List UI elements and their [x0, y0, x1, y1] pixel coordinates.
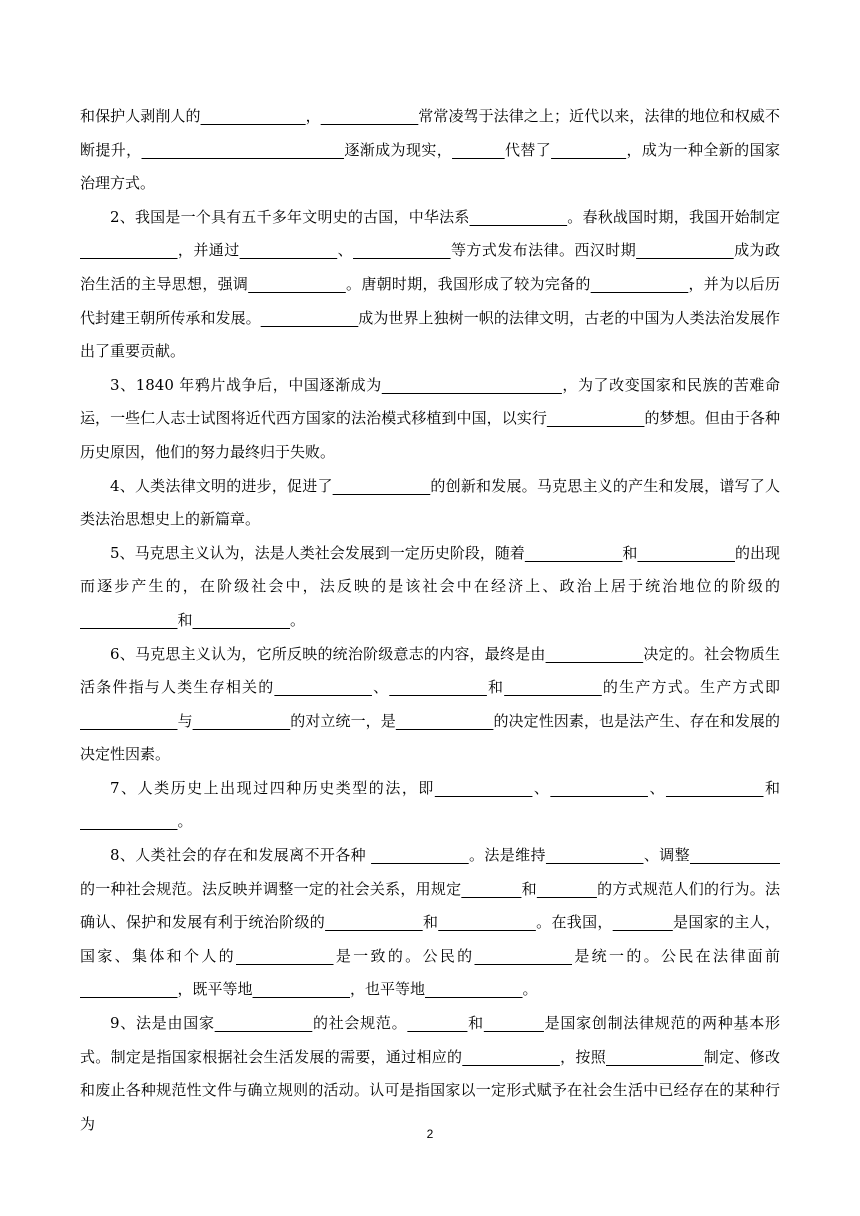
answer-blank[interactable]: _____________	[550, 778, 648, 797]
answer-blank[interactable]: ________	[461, 879, 522, 898]
question-text: 2、我国是一个具有五千多年文明史的古国，中华法系	[110, 207, 470, 226]
question-text: 成为世界上独树一帜的法律文明，古老的中国为人类法治发展作出了重要贡献。	[80, 308, 780, 361]
answer-blank[interactable]: _____________	[260, 308, 359, 327]
answer-blank[interactable]: _____________	[438, 913, 536, 932]
answer-blank[interactable]: _____________	[353, 241, 451, 260]
answer-blank[interactable]: _____________	[474, 946, 572, 965]
question-text: 的创新和发展。马克思主义的产生和发展，谱写了人类法治思想史上的新篇章。	[80, 476, 780, 529]
para-6	[80, 638, 780, 772]
question-text: 的出现而逐步产生的，在阶级社会中，法反映的是该社会中在经济上、政治上居于统治地位的阶级的	[80, 543, 780, 596]
question-text: 的社会规范。	[312, 1014, 408, 1033]
answer-blank[interactable]: _____________	[252, 980, 351, 999]
question-text: 。法是维持	[468, 846, 546, 865]
question-text: 。	[522, 980, 538, 999]
answer-blank[interactable]: ________	[536, 879, 597, 898]
question-text: 是国家的主人，国家、集体和个人的	[80, 913, 780, 965]
question-text: 的生产方式。生产方式即	[601, 678, 780, 697]
question-text: ，并通过	[177, 241, 240, 260]
question-text: 。春秋战国时期，我国开始制定	[567, 207, 780, 226]
document-body	[80, 100, 780, 1141]
question-text: 7、人类历史上出现过四种历史类型的法，即	[110, 778, 435, 797]
question-text: 、	[647, 778, 666, 797]
answer-blank[interactable]: _____________	[462, 1047, 560, 1066]
answer-blank[interactable]: _______	[452, 140, 505, 159]
answer-blank[interactable]: _____________	[80, 711, 178, 730]
answer-blank[interactable]: _____________	[606, 1047, 704, 1066]
answer-blank[interactable]: _____________	[546, 409, 645, 428]
question-text: 、调整	[643, 846, 690, 865]
question-text: 的一种社会规范。法反映并调整一定的社会关系，用规定	[80, 879, 462, 898]
answer-blank[interactable]: _____________	[545, 644, 644, 663]
question-text: 和	[486, 678, 505, 697]
question-text: 和	[422, 913, 439, 932]
question-text: 逐渐成为现实，	[344, 140, 453, 159]
question-text: 的方式规范人们的行为。法确认、保护和发展有利于统治阶级的	[80, 879, 780, 932]
question-text: 制定、修改和废止各种规范性文件与确立规则的活动。认可是指国家以一定形式赋予在社会生活中已经存在的某种行为	[80, 1047, 780, 1133]
question-text: 等方式发布法律。西汉时期	[450, 241, 637, 260]
answer-blank[interactable]: _____________	[637, 543, 735, 562]
question-text: 和	[521, 879, 537, 898]
answer-blank[interactable]: _____________	[389, 678, 487, 697]
answer-blank[interactable]: ______________	[200, 107, 306, 125]
answer-blank[interactable]: ________	[483, 1014, 544, 1033]
answer-blank[interactable]: _____________	[636, 241, 734, 260]
answer-blank[interactable]: ________	[612, 913, 673, 932]
para-8	[80, 839, 780, 1007]
question-text: 8、人类社会的存在和发展离不开各种	[110, 846, 372, 865]
para-continuation	[80, 100, 780, 201]
answer-blank[interactable]: _____________	[434, 778, 533, 797]
answer-blank[interactable]: _____________	[80, 610, 178, 629]
answer-blank[interactable]: _____________	[239, 241, 338, 260]
question-text: ，为了改变国家和民族的苦难命运，一些仁人志士试图将近代西方国家的法治模式移植到中国，以实行	[80, 375, 780, 428]
answer-blank[interactable]: _____________	[371, 846, 469, 865]
question-text: 6、马克思主义认为，它所反映的统治阶级意志的内容，最终是由	[110, 644, 546, 663]
question-text: 成为政治生活的主导思想，强调	[80, 241, 780, 293]
question-text: 、	[371, 678, 390, 697]
question-text: 的决定性因素，也是法产生、存在和发展的决定性因素。	[80, 711, 780, 764]
answer-blank[interactable]: _____________	[545, 846, 644, 865]
page-number: 2	[426, 1127, 434, 1141]
answer-blank[interactable]: _____________	[320, 107, 419, 125]
question-text: 是国家创制法律规范的两种基本形式。制定是指国家根据社会生活发展的需要，通过相应的	[80, 1014, 780, 1066]
answer-blank[interactable]: __________	[551, 140, 627, 159]
question-text: ，既平等地	[177, 980, 253, 999]
answer-blank[interactable]: _____________	[469, 207, 568, 226]
question-text: 与	[177, 711, 193, 730]
question-text: 是统一的。公民在法律面前	[572, 946, 780, 965]
para-5	[80, 537, 780, 638]
answer-blank[interactable]: _____________	[274, 678, 372, 697]
question-text: 和	[622, 543, 638, 562]
question-text: 。	[177, 812, 193, 831]
question-text: 是一致的。公民的	[333, 946, 475, 965]
question-text: 和保护人剥削人的	[80, 107, 201, 125]
answer-blank[interactable]: _____________	[192, 711, 291, 730]
answer-blank[interactable]: _____________	[236, 946, 334, 965]
question-text: 决定的。社会物质生活条件指与人类生存相关的	[80, 644, 780, 697]
answer-blank[interactable]: _____________	[425, 980, 523, 999]
question-text: ，并为以后历代封建王朝所传承和发展。	[80, 274, 780, 327]
answer-blank[interactable]: _____________	[192, 610, 291, 629]
answer-blank[interactable]: ___________________________	[141, 140, 345, 159]
question-text: 3、1840 年鸦片战争后，中国逐渐成为	[110, 375, 382, 394]
question-text: 和	[467, 1014, 484, 1033]
answer-blank[interactable]: _____________	[248, 274, 346, 293]
question-text: 9、法是由国家	[110, 1014, 215, 1033]
para-7	[80, 772, 780, 839]
question-text: 和	[177, 610, 193, 629]
answer-blank[interactable]: _____________	[214, 1014, 313, 1033]
question-text: ，也平等地	[350, 980, 426, 999]
question-text: 4、人类法律文明的进步，促进了	[110, 476, 333, 495]
question-text: 。唐朝时期，我国形成了较为完备的	[345, 274, 591, 293]
question-text: 的梦想。但由于各种历史原因，他们的努力最终归于失败。	[80, 409, 780, 461]
answer-blank[interactable]: _____________	[80, 980, 178, 999]
answer-blank[interactable]: _____________	[395, 711, 494, 730]
para-2	[80, 201, 780, 369]
answer-blank[interactable]: _____________	[504, 678, 602, 697]
question-text: 。在我国，	[535, 913, 613, 932]
question-text: ，成为一种全新的国家治理方式。	[80, 140, 780, 193]
question-text: ，按照	[559, 1047, 606, 1066]
answer-blank[interactable]: _____________	[524, 543, 623, 562]
question-text: ，	[305, 107, 321, 125]
question-text: 代替了	[504, 140, 552, 159]
question-text: 5、马克思主义认为，法是人类社会发展到一定历史阶段，随着	[110, 543, 525, 562]
question-text: 常常凌驾于法律之上；近代以来，法律的地位和权威不断提升，	[80, 107, 780, 159]
question-text: 、	[532, 778, 551, 797]
question-text: 、	[337, 241, 354, 260]
question-text: 的对立统一，是	[290, 711, 396, 730]
answer-blank[interactable]: _____________	[80, 812, 178, 831]
para-4	[80, 470, 780, 537]
answer-blank[interactable]: _____________	[332, 476, 431, 495]
para-9	[80, 1007, 780, 1141]
answer-blank[interactable]: ____________	[689, 846, 780, 865]
answer-blank[interactable]: _____________	[80, 241, 178, 260]
answer-blank[interactable]: ________	[407, 1014, 468, 1033]
answer-blank[interactable]: _____________	[665, 778, 764, 797]
para-3	[80, 369, 780, 470]
question-text: 。	[290, 610, 306, 629]
answer-blank[interactable]: _____________	[590, 274, 689, 293]
answer-blank[interactable]: ________________________	[381, 375, 562, 394]
answer-blank[interactable]: _____________	[325, 913, 423, 932]
question-text: 和	[763, 778, 780, 797]
